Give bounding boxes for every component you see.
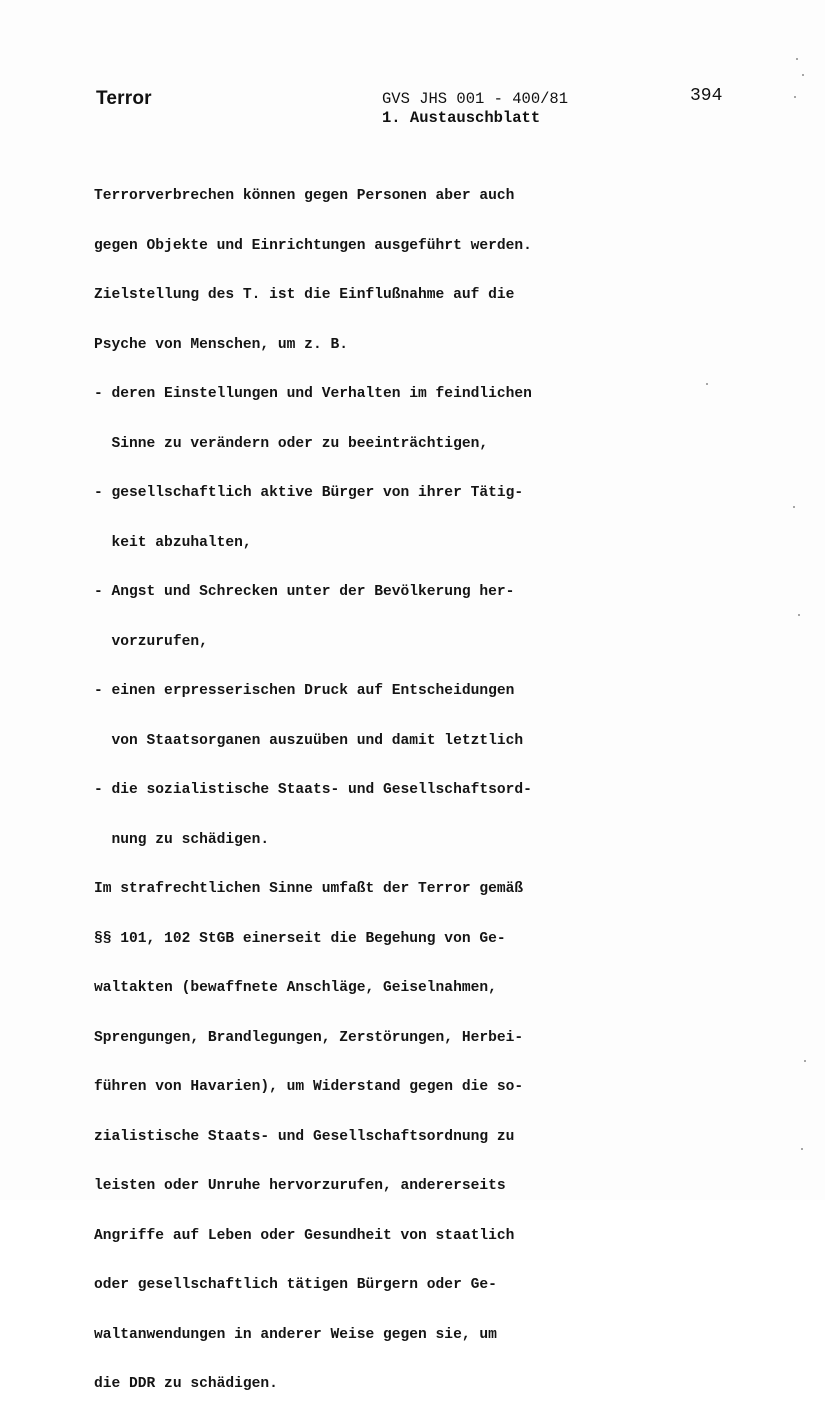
scan-speck — [798, 614, 800, 616]
body-line: nung zu schädigen. — [94, 831, 270, 848]
body-line: Im strafrechtlichen Sinne umfaßt der Terror gemäß — [94, 881, 524, 897]
exchange-sheet-label: 1. Austauschblatt — [382, 109, 541, 127]
scan-speck — [802, 74, 804, 76]
body-text — [94, 155, 614, 1426]
body-line: waltakten (bewaffnete Anschläge, Geiselnahmen, — [94, 980, 497, 996]
body-line: - deren Einstellungen und Verhalten im feindlichen — [94, 386, 532, 402]
body-line: leisten oder Unruhe hervorzurufen, andererseits — [94, 1178, 506, 1194]
body-line: gegen Objekte und Einrichtungen ausgeführt werden. — [94, 237, 532, 254]
document-reference — [382, 90, 568, 128]
body-line: - gesellschaftlich aktive Bürger von ihrer Tätig- — [94, 485, 524, 501]
body-line: vorzurufen, — [94, 633, 208, 650]
body-line: die DDR zu schädigen. — [94, 1376, 278, 1392]
body-line: Sinne zu verändern oder zu beeinträchtigen, — [94, 435, 489, 452]
reference-number: GVS JHS 001 - 400/81 — [382, 90, 569, 108]
body-line: - Angst und Schrecken unter der Bevölkerung her- — [94, 584, 515, 600]
body-line: Sprengungen, Brandlegungen, Zerstörungen, Herbei- — [94, 1029, 524, 1046]
scan-speck — [801, 1148, 803, 1150]
body-line: - einen erpresserischen Druck auf Entscheidungen — [94, 683, 515, 699]
body-line: von Staatsorganen auszuüben und damit letztlich — [94, 732, 524, 749]
body-line: Terrorverbrechen können gegen Personen aber auch — [94, 188, 515, 204]
entry-title: Terror — [96, 88, 152, 109]
scan-speck — [804, 1060, 806, 1062]
body-line: - die sozialistische Staats- und Gesellschaftsord- — [94, 782, 532, 798]
body-line: Psyche von Menschen, um z. B. — [94, 336, 348, 353]
body-line: §§ 101, 102 StGB einerseit die Begehung von Ge- — [94, 930, 506, 947]
page-number: 394 — [690, 86, 723, 106]
body-line: oder gesellschaftlich tätigen Bürgern oder Ge- — [94, 1277, 497, 1293]
body-line: waltanwendungen in anderer Weise gegen sie, um — [94, 1326, 497, 1343]
scan-speck — [796, 58, 798, 60]
body-line: Zielstellung des T. ist die Einflußnahme auf die — [94, 287, 515, 303]
scan-speck — [793, 506, 795, 508]
body-line: führen von Havarien), um Widerstand gegen die so- — [94, 1079, 524, 1095]
body-line: Angriffe auf Leben oder Gesundheit von staatlich — [94, 1227, 515, 1244]
scan-speck — [794, 96, 796, 98]
body-line: zialistische Staats- und Gesellschaftsordnung zu — [94, 1128, 515, 1145]
body-line: keit abzuhalten, — [94, 534, 252, 551]
scan-speck — [706, 383, 708, 385]
